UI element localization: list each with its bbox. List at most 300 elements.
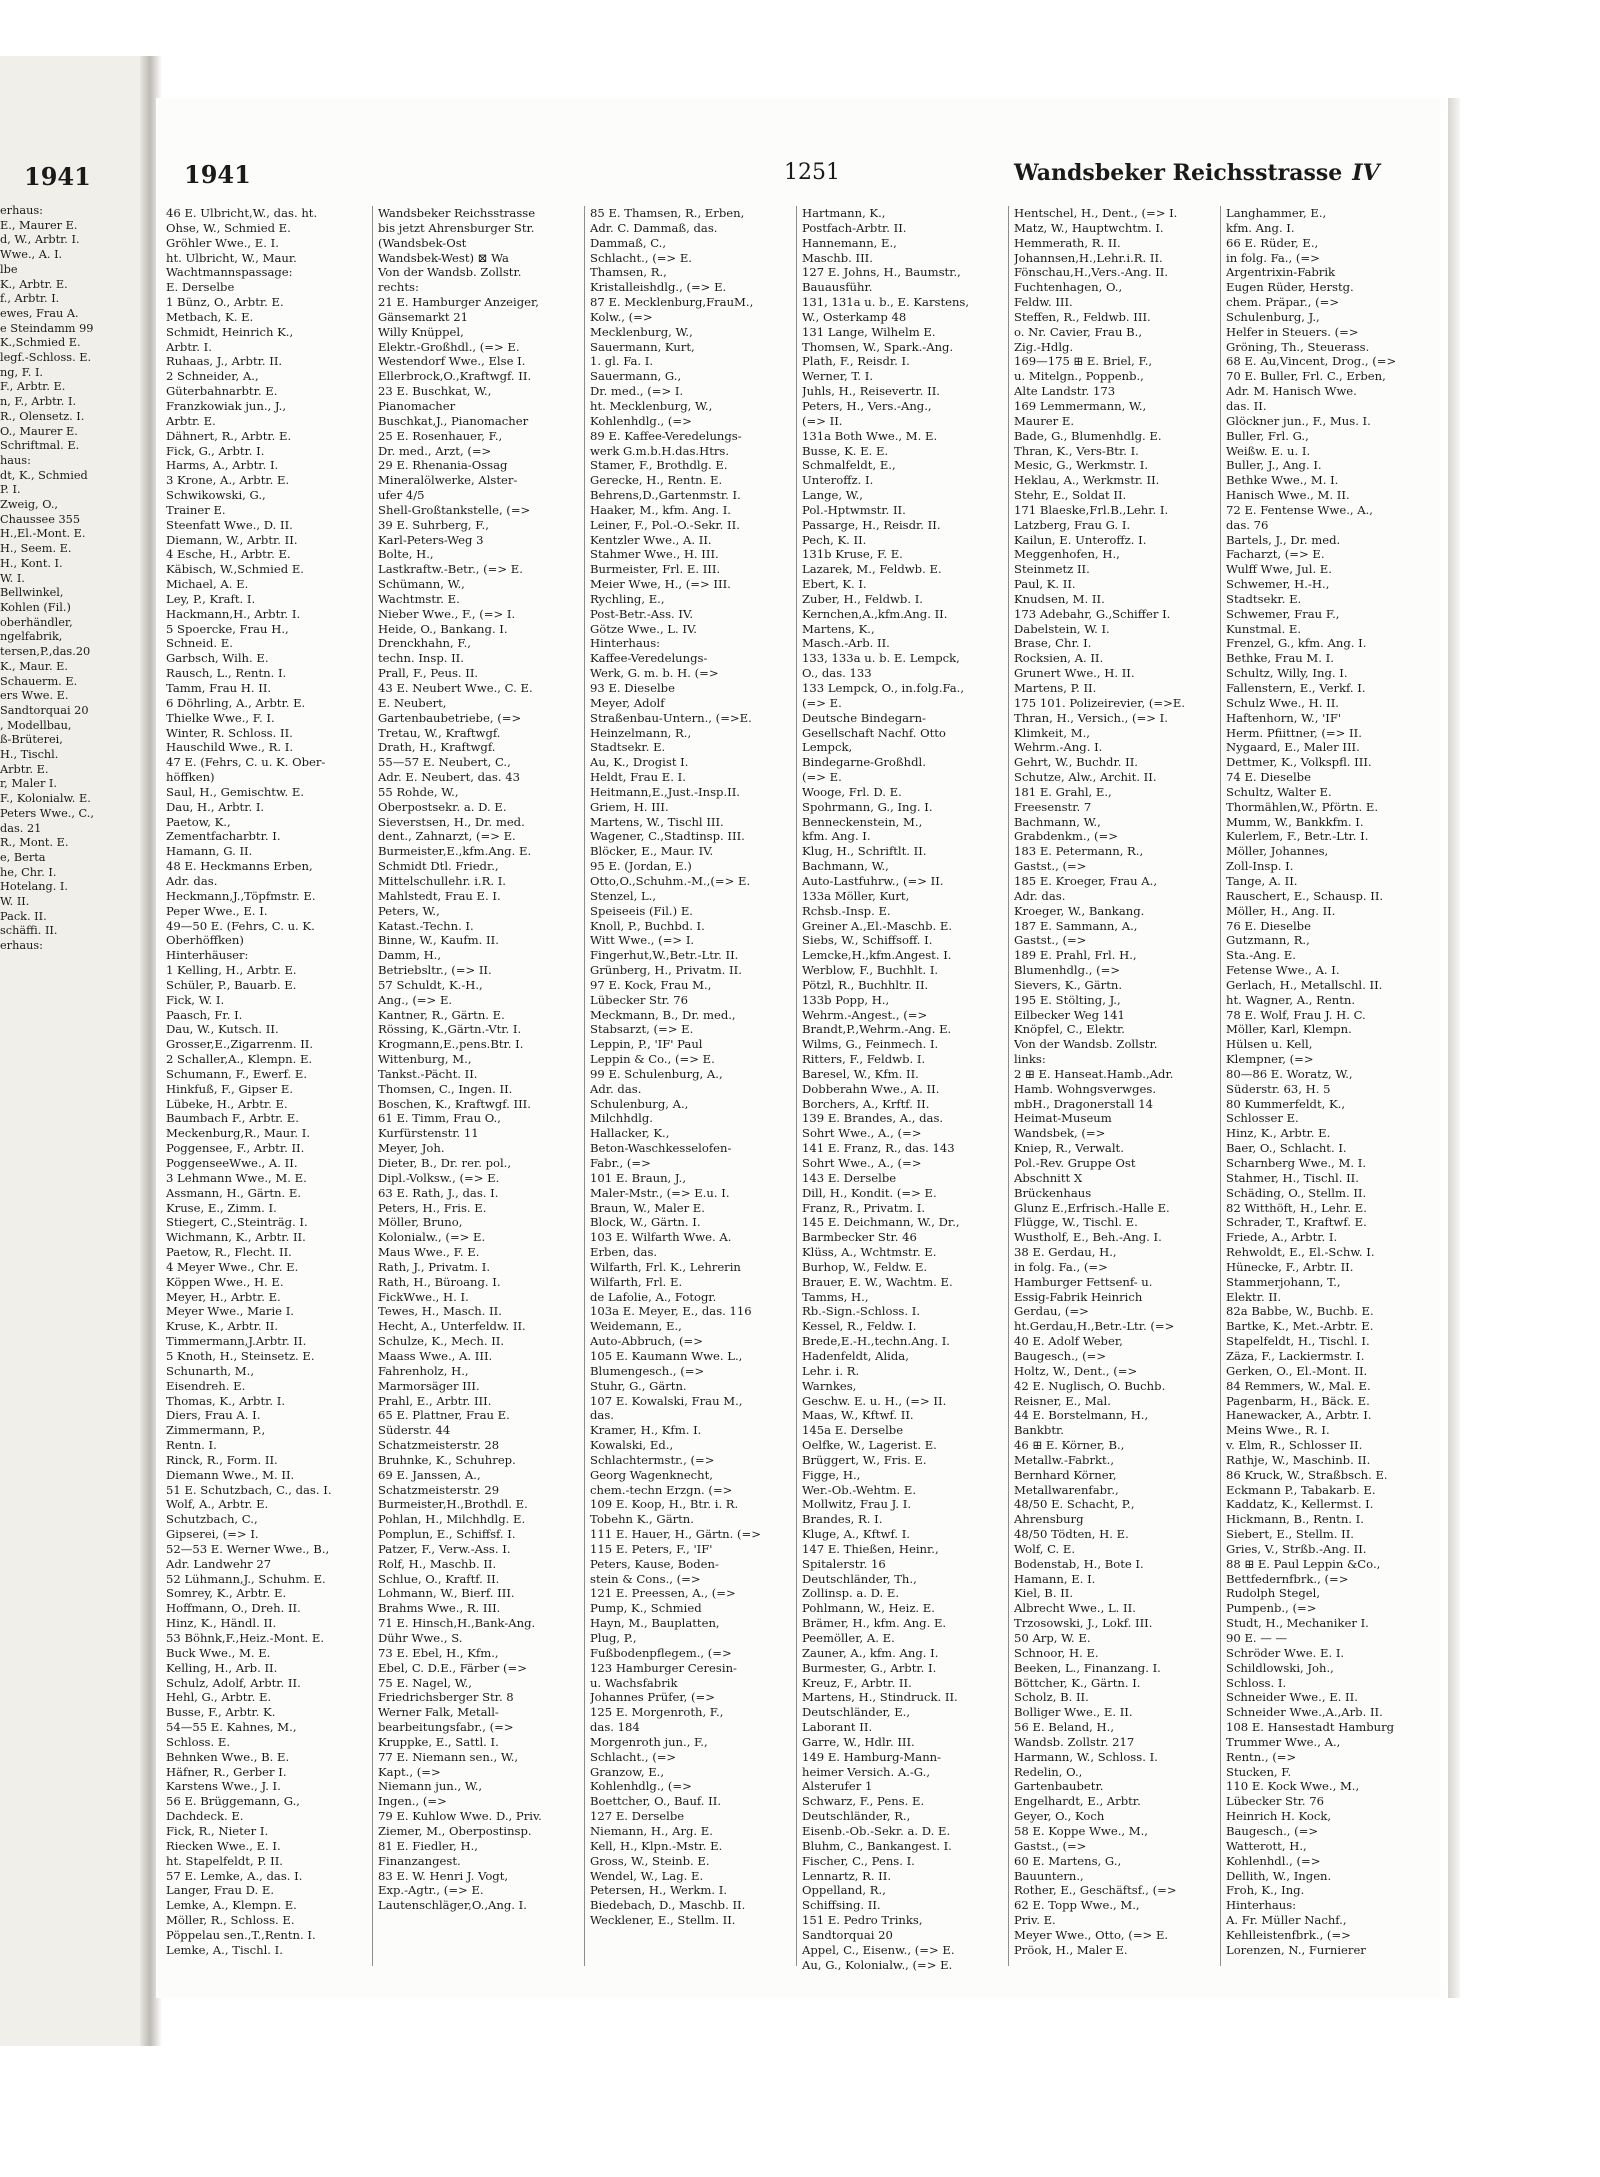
directory-entry: Granzow, E.,: [590, 1764, 665, 1779]
directory-entry: Hoffmann, O., Dreh. II.: [166, 1601, 301, 1616]
directory-entry: Straßenbau-Untern., (=>E.: [590, 710, 752, 725]
directory-entry: Au, G., Kolonialw., (=> E.: [802, 1957, 953, 1972]
directory-entry: Tange, A. II.: [1226, 873, 1298, 888]
directory-entry: Dobberahn Wwe., A. II.: [802, 1081, 940, 1096]
directory-entry: 181 E. Grahl, E.,: [1014, 784, 1112, 799]
directory-entry: Oberpostsekr. a. D. E.: [378, 799, 507, 814]
directory-entry: 55—57 E. Neubert, C.,: [378, 755, 511, 770]
directory-entry: Adr. das.: [1014, 888, 1066, 903]
left-page-year: 1941: [24, 162, 91, 191]
left-entry-line: das. 21: [0, 821, 42, 835]
directory-entry: Garbsch, Wilh. E.: [166, 651, 269, 666]
directory-entry: Timmermann,J.Arbtr. II.: [166, 1334, 307, 1349]
address-columns: [166, 206, 1436, 1986]
directory-entry: Deutschländer, R.,: [802, 1809, 911, 1824]
directory-entry: Wandsb. Zollstr. 217: [1014, 1734, 1135, 1749]
directory-entry: Boschen, K., Kraftwgf. III.: [378, 1096, 531, 1111]
directory-entry: Hamann, G. II.: [166, 844, 253, 859]
directory-entry: Bettfedernfbrk., (=>: [1226, 1571, 1349, 1586]
directory-entry: de Lafolie, A., Fotogr.: [590, 1289, 717, 1304]
directory-entry: Rentn., (=>: [1226, 1749, 1297, 1764]
directory-entry: Zoll-Insp. I.: [1226, 859, 1294, 874]
directory-entry: Tamm, Frau H. II.: [166, 681, 272, 695]
directory-entry: Meggenhofen, H.,: [1014, 547, 1120, 562]
directory-entry: Stahmer Wwe., H. III.: [590, 547, 719, 562]
directory-entry: Trummer Wwe., A.,: [1226, 1734, 1341, 1749]
directory-entry: Schneider Wwe., E. II.: [1226, 1690, 1358, 1705]
column-divider: [1220, 206, 1221, 1966]
directory-entry: 147 E. Thießen, Heinr.,: [802, 1541, 939, 1556]
directory-entry: Erben, das.: [590, 1245, 658, 1260]
directory-entry: Wolf, C. E.: [1014, 1541, 1076, 1556]
directory-entry: Burmester, G., Arbtr. I.: [802, 1660, 937, 1675]
directory-entry: Michael, A. E.: [166, 577, 249, 592]
directory-entry: Sieverstsen, H., Dr. med.: [378, 814, 525, 829]
directory-entry: das. 184: [590, 1720, 640, 1735]
directory-entry: Lastkraftw.-Betr., (=> E.: [378, 562, 523, 577]
directory-entry: Schlue, O., Kraftf. II.: [378, 1571, 500, 1586]
directory-entry: Johannes Prüfer, (=>: [590, 1690, 715, 1705]
directory-entry: Käbisch, W.,Schmied E.: [166, 562, 304, 577]
directory-entry: Stuhr, G., Gärtn.: [590, 1378, 687, 1393]
directory-entry: 127 E. Derselbe: [590, 1809, 685, 1824]
directory-entry: Prall, F., Peus. II.: [378, 666, 479, 681]
left-entry-line: F., Arbtr. E.: [0, 380, 66, 394]
left-entry-line: Zweig, O.,: [0, 498, 59, 512]
directory-entry: Kelling, H., Arb. II.: [166, 1660, 278, 1675]
directory-entry: 115 E. Peters, F., 'IF': [590, 1541, 713, 1556]
left-entry-line: K., Maur. E.: [0, 659, 68, 673]
directory-entry: Brauer, E. W., Wachtm. E.: [802, 1274, 953, 1289]
directory-entry: Adr. C. Dammaß, das.: [590, 220, 718, 235]
directory-entry: Niemann, H., Arg. E.: [590, 1823, 713, 1838]
directory-entry: Lübecker Str. 76: [590, 992, 689, 1007]
directory-entry: Sohrt Wwe., A., (=>: [802, 1126, 922, 1141]
directory-entry: Süderstr. 63, H. 5: [1226, 1081, 1331, 1096]
directory-entry: Schmidt Dtl. Friedr.,: [378, 859, 499, 874]
directory-entry: Schultz, Willy, Ing. I.: [1226, 666, 1348, 681]
directory-entry: Wandsbeker Reichsstrasse: [378, 206, 536, 220]
directory-entry: Metbach, K. E.: [166, 309, 254, 324]
directory-entry: 88 ⊞ E. Paul Leppin &Co.,: [1226, 1556, 1381, 1571]
directory-entry: Hecht, A., Unterfeldw. II.: [378, 1319, 526, 1334]
directory-entry: Morgenroth jun., F.,: [590, 1734, 708, 1749]
left-entry-line: f., Arbtr. I.: [0, 292, 60, 306]
directory-entry: Hünecke, F., Arbtr. II.: [1226, 1259, 1354, 1274]
directory-entry: Hartmann, K.,: [802, 206, 886, 220]
directory-entry: das.: [590, 1408, 614, 1423]
directory-entry: ht. Mecklenburg, W.,: [590, 398, 713, 413]
directory-entry: Lemcke,H.,kfm.Angest. I.: [802, 948, 952, 963]
directory-entry: Martens, W., Tischl III.: [590, 814, 724, 829]
directory-entry: Gerdau, (=>: [1014, 1304, 1089, 1319]
directory-entry: Bachmann, W.,: [1014, 814, 1101, 829]
directory-entry: Kulerlem, F., Betr.-Ltr. I.: [1226, 829, 1369, 844]
directory-entry: Brase, Chr. I.: [1014, 636, 1092, 651]
directory-entry: Schutze, Alw., Archit. II.: [1014, 770, 1157, 785]
directory-entry: 6 Döhrling, A., Arbtr. E.: [166, 695, 306, 710]
directory-entry: Laborant II.: [802, 1720, 873, 1735]
directory-entry: Klug, H., Schriftlt. II.: [802, 844, 927, 859]
directory-entry: Von der Wandsb. Zollstr.: [1014, 1037, 1158, 1052]
directory-entry: Sandtorquai 20: [802, 1927, 893, 1942]
directory-entry: Bankbtr.: [1014, 1423, 1064, 1438]
directory-entry: Katast.-Techn. I.: [378, 918, 474, 933]
directory-entry: 56 E. Beland, H.,: [1014, 1720, 1115, 1735]
directory-entry: Bolte, H.,: [378, 547, 434, 562]
directory-entry: Zimmermann, P.,: [166, 1423, 266, 1438]
directory-entry: Bruhnke, K., Schuhrep.: [378, 1452, 516, 1467]
directory-entry: Steenfatt Wwe., D. II.: [166, 517, 293, 532]
directory-entry: Engelhardt, E., Arbtr.: [1014, 1794, 1141, 1809]
directory-entry: Häfner, R., Gerber I.: [166, 1764, 287, 1779]
directory-entry: Bartke, K., Met.-Arbtr. E.: [1226, 1319, 1374, 1334]
directory-entry: Studt, H., Mechaniker I.: [1226, 1616, 1369, 1631]
directory-entry: das. 76: [1226, 517, 1269, 532]
directory-entry: Maurer E.: [1014, 413, 1075, 428]
directory-entry: Schwikowski, G.,: [166, 488, 266, 503]
directory-entry: Thielke Wwe., F. I.: [166, 710, 275, 725]
directory-entry: Kruppke, E., Sattl. I.: [378, 1734, 499, 1749]
directory-entry: Blumenhdlg., (=>: [1014, 963, 1121, 978]
directory-entry: Flügge, W., Tischl. E.: [1014, 1215, 1138, 1230]
directory-entry: o. Nr. Cavier, Frau B.,: [1014, 324, 1143, 339]
directory-entry: Hentschel, H., Dent., (=> I.: [1014, 206, 1178, 220]
directory-entry: Gröning, Th., Steuerass.: [1226, 339, 1370, 354]
directory-entry: 1. gl. Fa. I.: [590, 354, 654, 369]
directory-entry: Heldt, Frau E. I.: [590, 770, 686, 785]
directory-entry: 131 Lange, Wilhelm E.: [802, 324, 936, 339]
left-entry-line: F., Kolonialw. E.: [0, 792, 91, 806]
left-entry-line: H.,El.-Mont. E.: [0, 527, 86, 541]
directory-entry: Möller, Karl, Klempn.: [1226, 1022, 1352, 1037]
directory-entry: Dau, W., Kutsch. II.: [166, 1022, 279, 1037]
directory-entry: Schmidt, Heinrich K.,: [166, 324, 294, 339]
left-entry-line: Hotelang. I.: [0, 880, 68, 894]
directory-entry: v. Elm, R., Schlosser II.: [1226, 1438, 1363, 1453]
left-entry-line: O., Maurer E.: [0, 424, 78, 438]
directory-entry: Gries, V., Strßb.-Ang. II.: [1226, 1541, 1367, 1556]
directory-entry: Baresel, W., Kfm. II.: [802, 1066, 919, 1081]
directory-entry: 133, 133a u. b. E. Lempck,: [802, 651, 960, 666]
directory-entry: Ruhaas, J., Arbtr. II.: [166, 354, 283, 369]
directory-entry: 74 E. Dieselbe: [1226, 770, 1311, 785]
directory-entry: Bernhard Körner,: [1014, 1467, 1117, 1482]
directory-entry: Ley, P., Kraft. I.: [166, 591, 256, 606]
directory-entry: 95 E. (Jordan, E.): [590, 859, 692, 874]
directory-entry: Schwemer, Frau F.,: [1226, 606, 1340, 621]
directory-entry: Meins Wwe., R. I.: [1226, 1423, 1330, 1438]
directory-entry: Adr. Landwehr 27: [166, 1556, 272, 1571]
left-entry-line: ers Wwe. E.: [0, 689, 69, 703]
directory-entry: 125 E. Morgenroth, F.,: [590, 1705, 724, 1720]
directory-entry: Mesic, G., Werkmstr. I.: [1014, 458, 1149, 473]
directory-entry: Wandsbek, (=>: [1014, 1126, 1106, 1141]
directory-entry: Grünberg, H., Privatm. II.: [590, 963, 742, 978]
directory-entry: Paetow, K.,: [166, 814, 231, 829]
directory-entry: Thamsen, R.,: [590, 265, 667, 280]
directory-entry: Eugen Rüder, Herstg.: [1226, 280, 1354, 295]
directory-entry: Lange, W.,: [802, 488, 863, 503]
directory-entry: Dill, H., Kondit. (=> E.: [802, 1185, 937, 1200]
directory-entry: Bodenstab, H., Bote I.: [1014, 1556, 1144, 1571]
directory-entry: Bindegarne-Großhdl.: [802, 755, 926, 770]
directory-entry: Lübecker Str. 76: [1226, 1794, 1325, 1809]
directory-entry: Hickmann, B., Rentn. I.: [1226, 1512, 1364, 1527]
directory-entry: Lempck,: [802, 740, 853, 755]
left-entry-line: e, Berta: [0, 850, 46, 864]
column-divider: [796, 206, 797, 1966]
directory-entry: Gartenbaubetriebe, (=>: [378, 710, 522, 725]
directory-entry: Baer, O., Schlacht. I.: [1226, 1141, 1347, 1156]
left-entry-line: Arbtr. E.: [0, 762, 49, 776]
directory-entry: Gehrt, W., Buchdr. II.: [1014, 755, 1138, 770]
directory-entry: Werblow, F., Buchhlt. I.: [802, 963, 939, 978]
directory-entry: Fuchtenhagen, O.,: [1014, 280, 1123, 295]
directory-entry: 121 E. Preessen, A., (=>: [590, 1586, 736, 1601]
directory-entry: 131a Both Wwe., M. E.: [802, 428, 938, 443]
directory-entry: heimer Versich. A.-G.,: [802, 1764, 931, 1779]
left-entry-line: Sandtorquai 20: [0, 703, 89, 717]
directory-entry: Krogmann,E.,pens.Btr. I.: [378, 1037, 524, 1052]
directory-entry: Speiseeis (Fil.) E.: [590, 903, 693, 918]
directory-entry: Brückenhaus: [1014, 1185, 1092, 1200]
directory-entry: Deutschländer, Th.,: [802, 1571, 917, 1586]
directory-entry: Pol.-Rev. Gruppe Ost: [1014, 1156, 1136, 1170]
directory-entry: 54—55 E. Kahnes, M.,: [166, 1720, 297, 1735]
directory-entry: Kentzler Wwe., A. II.: [590, 532, 712, 547]
left-entry-line: K.,Schmied E.: [0, 336, 81, 350]
left-entry-line: Pack. II.: [0, 909, 47, 923]
directory-entry: 29 E. Rhenania-Ossag: [378, 458, 508, 473]
directory-entry: Milchhdlg.: [590, 1111, 653, 1126]
directory-entry: 39 E. Suhrberg, F.,: [378, 517, 489, 532]
directory-entry: chem.-techn Erzgn. (=>: [590, 1482, 733, 1497]
directory-entry: Eisendreh. E.: [166, 1378, 246, 1393]
directory-entry: Rb.-Sign.-Schloss. I.: [802, 1304, 921, 1319]
directory-entry: Witt Wwe., (=> I.: [590, 933, 695, 948]
left-entry-line: H., Kont. I.: [0, 556, 63, 570]
directory-entry: ht. Ulbricht, W., Maur.: [166, 250, 297, 265]
directory-entry: Rentn. I.: [166, 1438, 217, 1453]
directory-entry: Buschkat,J., Pianomacher: [378, 413, 529, 428]
directory-entry: Hinz, K., Arbtr. E.: [1226, 1126, 1331, 1141]
directory-entry: Schultz, Walter E.: [1226, 784, 1332, 799]
directory-entry: Brede,E.-H.,techn.Ang. I.: [802, 1334, 950, 1349]
directory-entry: 107 E. Kowalski, Frau M.,: [590, 1393, 743, 1408]
directory-entry: 145a E. Derselbe: [802, 1423, 904, 1438]
directory-entry: Heckmann,J.,Töpfmstr. E.: [166, 888, 316, 903]
directory-entry: Rychling, E.,: [590, 591, 665, 606]
directory-entry: Gesellschaft Nachf. Otto: [802, 725, 946, 740]
directory-entry: Willy Knüppel,: [378, 324, 464, 339]
directory-entry: 171 Blaeske,Frl.B.,Lehr. I.: [1014, 502, 1169, 517]
directory-entry: Bolliger Wwe., E. II.: [1014, 1705, 1133, 1720]
directory-entry: Kernchen,A.,kfm.Ang. II.: [802, 606, 948, 621]
directory-entry: Zementfacharbtr. I.: [166, 829, 281, 844]
left-entry-line: dt, K., Schmied: [0, 468, 88, 482]
directory-entry: Abschnitt X: [1014, 1170, 1083, 1185]
page-year: 1941: [184, 160, 251, 189]
directory-entry: 52 Lühmann,J., Schuhm. E.: [166, 1571, 326, 1586]
directory-entry: Fick, G., Arbtr. I.: [166, 443, 265, 458]
directory-entry: Grosser,E.,Zigarrenm. II.: [166, 1037, 314, 1052]
directory-entry: Rinck, R., Form. II.: [166, 1452, 278, 1467]
directory-entry: Schulz Wwe., H. II.: [1226, 695, 1339, 710]
directory-entry: Gipserei, (=> I.: [166, 1527, 259, 1542]
directory-entry: 1 Bünz, O., Arbtr. E.: [166, 295, 284, 310]
directory-entry: Kailun, E. Unteroffz. I.: [1014, 532, 1147, 547]
directory-entry: Möller, H., Ang. II.: [1226, 903, 1336, 918]
left-entry-line: erhaus:: [0, 939, 43, 953]
directory-entry: Meyer, Adolf: [590, 695, 665, 710]
directory-entry: Redelin, O.,: [1014, 1764, 1083, 1779]
directory-entry: Fußbodenpflegem., (=>: [590, 1645, 732, 1660]
directory-entry: 47 E. (Fehrs, C. u. K. Ober-: [166, 755, 326, 770]
directory-entry: 46 E. Ulbricht,W., das. ht.: [166, 206, 318, 220]
directory-entry: Marmorsäger III.: [378, 1378, 480, 1393]
directory-entry: Stamer, F., Brothdlg. E.: [590, 458, 728, 473]
directory-entry: Wehrm.-Ang. I.: [1014, 740, 1103, 755]
directory-entry: Werner, T. I.: [802, 369, 874, 384]
directory-entry: Argentrixin-Fabrik: [1226, 265, 1336, 280]
directory-entry: Kluge, A., Kftwf. I.: [802, 1527, 910, 1542]
directory-entry: Sievers, K., Gärtn.: [1014, 977, 1123, 992]
directory-entry: Albrecht Wwe., L. II.: [1014, 1601, 1136, 1616]
directory-entry: Gröhler Wwe., E. I.: [166, 235, 279, 250]
directory-entry: Peters, H., Fris. E.: [378, 1200, 487, 1215]
directory-entry: 80 Kummerfeldt, K.,: [1226, 1096, 1346, 1111]
directory-entry: Schlachtermstr., (=>: [590, 1452, 715, 1467]
directory-entry: Peters, W.,: [378, 903, 440, 918]
directory-entry: 133 Lempck, O., in.folg.Fa.,: [802, 681, 965, 695]
directory-entry: Benneckenstein, M.,: [802, 814, 923, 829]
directory-entry: Peters, Kause, Boden-: [590, 1556, 719, 1571]
directory-entry: 5 Spoercke, Frau H.,: [166, 621, 289, 636]
directory-entry: Kruse, K., Arbtr. II.: [166, 1319, 279, 1334]
directory-entry: Schloss. E.: [166, 1734, 231, 1749]
directory-entry: Elektr. II.: [1226, 1289, 1282, 1304]
directory-entry: Bethke Wwe., M. I.: [1226, 473, 1339, 488]
directory-entry: Busse, F., Arbtr. K.: [166, 1705, 276, 1720]
directory-entry: Weißw. E. u. I.: [1226, 443, 1311, 458]
directory-entry: Patzer, F., Verw.-Ass. I.: [378, 1541, 511, 1556]
directory-entry: Paul, K. II.: [1014, 577, 1076, 592]
left-entry-line: ewes, Frau A.: [0, 306, 79, 320]
directory-entry: Tobehn K., Gärtn.: [590, 1512, 694, 1527]
directory-entry: Alsterufer 1: [802, 1779, 873, 1794]
directory-entry: Brandt,P.,Wehrm.-Ang. E.: [802, 1022, 952, 1037]
directory-entry: Hallacker, K.,: [590, 1126, 670, 1141]
directory-entry: Mittelschullehr. i.R. I.: [378, 873, 506, 888]
directory-entry: Peper Wwe., E. I.: [166, 903, 268, 918]
directory-entry: Scharnberg Wwe., M. I.: [1226, 1156, 1367, 1170]
directory-entry: Werk, G. m. b. H. (=>: [590, 666, 719, 681]
directory-entry: Kruse, E., Zimm. I.: [166, 1200, 277, 1215]
left-entry-line: haus:: [0, 453, 31, 467]
directory-column-5: [1014, 206, 1214, 1958]
directory-entry: Westendorf Wwe., Else I.: [378, 354, 526, 369]
directory-entry: 4 Meyer Wwe., Chr. E.: [166, 1259, 299, 1274]
left-entry-line: legf.-Schloss. E.: [0, 351, 92, 365]
directory-entry: Gerken, O., El.-Mont. II.: [1226, 1363, 1368, 1378]
directory-entry: Tretau, W., Kraftwgf.: [378, 725, 501, 740]
directory-entry: 76 E. Dieselbe: [1226, 918, 1311, 933]
directory-entry: Wandsbek-West) ⊠ Wa: [378, 250, 509, 265]
left-entry-line: Schriftmal. E.: [0, 439, 80, 453]
directory-entry: 75 E. Nagel, W.,: [378, 1675, 472, 1690]
directory-entry: Wachtmannspassage:: [166, 265, 293, 280]
left-entry-line: W. II.: [0, 895, 30, 909]
directory-entry: Grunert Wwe., H. II.: [1014, 666, 1135, 681]
left-page-margin: [0, 56, 152, 2046]
street-title: [1014, 160, 1380, 186]
directory-entry: Unteroffz. I.: [802, 473, 874, 488]
directory-entry: Ziemer, M., Oberpostinsp.: [378, 1823, 532, 1838]
directory-entry: 185 E. Kroeger, Frau A.,: [1014, 873, 1158, 888]
directory-entry: Langer, Frau D. E.: [166, 1883, 275, 1898]
directory-entry: Schlacht., (=> E.: [590, 250, 692, 265]
directory-entry: 2 Schaller,A., Klempn. E.: [166, 1052, 313, 1067]
directory-entry: Gastst., (=>: [1014, 859, 1087, 874]
directory-entry: 141 E. Franz, R., das. 143: [802, 1141, 955, 1156]
left-entry-line: P. I.: [0, 483, 21, 497]
directory-entry: Deutsche Bindegarn-: [802, 710, 926, 725]
directory-entry: Kunstmal. E.: [1226, 621, 1302, 636]
directory-entry: Fallenstern, E., Verkf. I.: [1226, 681, 1366, 695]
directory-entry: Fischer, C., Pens. I.: [802, 1853, 915, 1868]
directory-entry: Scholz, B. II.: [1014, 1690, 1089, 1705]
directory-entry: 175 101. Polizeirevier, (=>E.: [1014, 695, 1185, 710]
directory-entry: Schnoor, H. E.: [1014, 1645, 1099, 1660]
directory-entry: Schildlowski, Joh.,: [1226, 1660, 1334, 1675]
directory-entry: Stahmer, H., Tischl. II.: [1226, 1170, 1359, 1185]
directory-entry: Geyer, O., Koch: [1014, 1809, 1105, 1824]
directory-entry: kfm. Ang. I.: [802, 829, 871, 844]
directory-entry: Hemmerath, R. II.: [1014, 235, 1121, 250]
directory-entry: Bade, G., Blumenhdlg. E.: [1014, 428, 1162, 443]
directory-entry: Wustholf, E., Beh.-Ang. I.: [1014, 1230, 1162, 1245]
directory-entry: Somrey, K., Arbtr. E.: [166, 1586, 287, 1601]
directory-entry: Paasch, Fr. I.: [166, 1007, 243, 1022]
directory-entry: Ebert, K. I.: [802, 577, 867, 592]
directory-entry: 82a Babbe, W., Buchb. E.: [1226, 1304, 1374, 1319]
directory-entry: 1 Kelling, H., Arbtr. E.: [166, 963, 297, 978]
page-header: [156, 160, 1440, 196]
directory-entry: Lehr. i. R.: [802, 1363, 860, 1378]
directory-entry: Pohlan, H., Milchhdlg. E.: [378, 1512, 526, 1527]
directory-entry: Exp.-Agtr., (=> E.: [378, 1883, 484, 1898]
directory-entry: Reisner, E., Mal.: [1014, 1393, 1111, 1408]
directory-entry: 103 E. Wilfarth Wwe. A.: [590, 1230, 732, 1245]
directory-entry: Niemann jun., W.,: [378, 1779, 483, 1794]
directory-entry: 87 E. Mecklenburg,FrauM.,: [590, 295, 754, 310]
directory-entry: Kohlenhdl., (=>: [1226, 1853, 1321, 1868]
left-entry-line: Peters Wwe., C.,: [0, 806, 94, 820]
directory-entry: Warnkes,: [802, 1378, 857, 1393]
left-entry-line: erhaus:: [0, 204, 43, 217]
directory-entry: Stadtsekr. E.: [590, 740, 666, 755]
directory-entry: Kapt., (=>: [378, 1764, 441, 1779]
directory-entry: Mecklenburg, W.,: [590, 324, 693, 339]
directory-entry: 40 E. Adolf Weber,: [1014, 1334, 1123, 1349]
directory-entry: Auto-Lastfuhrw., (=> II.: [802, 873, 944, 888]
directory-entry: Ohse, W., Schmied E.: [166, 220, 291, 235]
directory-entry: ht.Gerdau,H.,Betr.-Ltr. (=>: [1014, 1319, 1175, 1334]
directory-entry: Götze Wwe., L. IV.: [590, 621, 697, 636]
directory-entry: Hanisch Wwe., M. II.: [1226, 488, 1350, 503]
directory-column-6: [1226, 206, 1431, 1958]
